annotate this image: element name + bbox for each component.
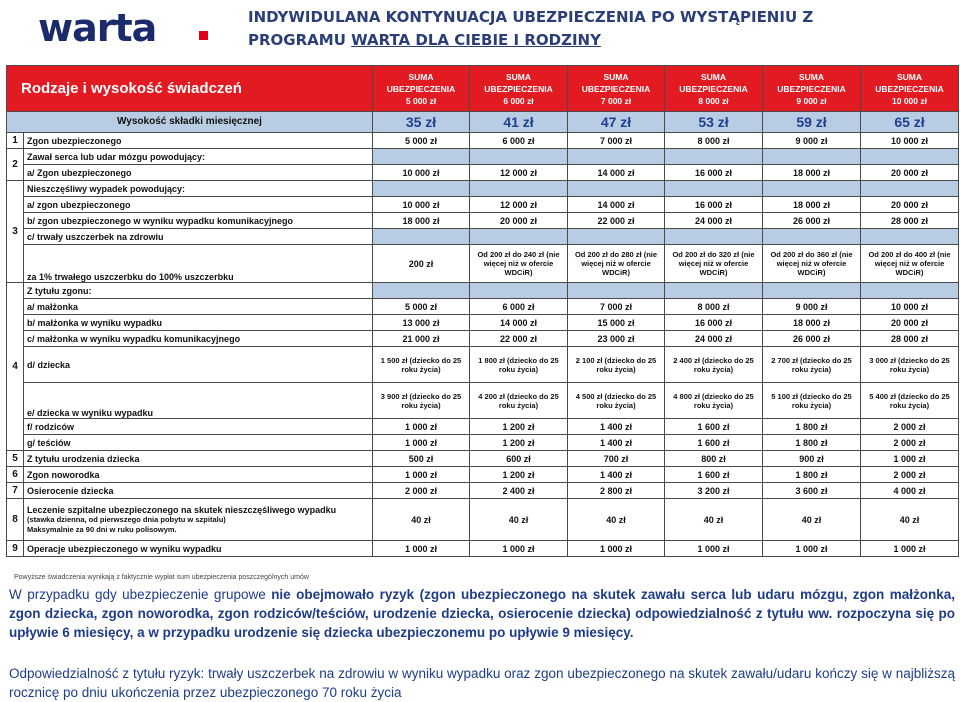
benefit-value: 40 zł bbox=[665, 499, 763, 541]
row-label bbox=[24, 419, 373, 435]
row-label bbox=[24, 197, 373, 213]
sum-header-line: UBEZPIECZENIA bbox=[484, 83, 553, 94]
benefit-value: 1 000 zł bbox=[373, 435, 470, 451]
page-title bbox=[248, 6, 898, 52]
benefit-value: 7 000 zł bbox=[568, 299, 665, 315]
benefit-value: 40 zł bbox=[861, 499, 959, 541]
empty-cell bbox=[861, 229, 959, 245]
row-label-text: c/ małżonka w wyniku wypadku komunikacyjnego bbox=[27, 333, 241, 344]
benefit-value: 1 600 zł bbox=[665, 467, 763, 483]
row-label bbox=[24, 213, 373, 229]
row-label-text: Leczenie szpitalne ubezpieczonego na skutek nieszczęśliwego wypadku bbox=[27, 504, 337, 515]
empty-cell bbox=[665, 229, 763, 245]
row-label bbox=[24, 467, 373, 483]
benefit-value: 10 000 zł bbox=[373, 165, 470, 181]
row-label-text: e/ dziecka w wyniku wypadku bbox=[27, 408, 154, 418]
sum-header-line: SUMA bbox=[897, 71, 923, 82]
benefit-value: 1 200 zł bbox=[470, 467, 568, 483]
row-label bbox=[24, 283, 373, 299]
benefit-value: 5 000 zł bbox=[373, 133, 470, 149]
benefit-value: 1 400 zł bbox=[568, 419, 665, 435]
benefit-value: 1 200 zł bbox=[470, 419, 568, 435]
empty-cell bbox=[568, 229, 665, 245]
benefit-value: 18 000 zł bbox=[373, 213, 470, 229]
benefit-value: 20 000 zł bbox=[861, 165, 959, 181]
benefit-value: 1 600 zł bbox=[665, 419, 763, 435]
empty-cell bbox=[763, 149, 861, 165]
row-label-subtext: (stawka dzienna, od pierwszego dnia pobytu w szpitalu) bbox=[27, 514, 226, 524]
benefit-value: Od 200 zł do 280 zł (nie więcej niż w ofercie WDCiR) bbox=[568, 245, 665, 283]
benefit-value: 24 000 zł bbox=[665, 331, 763, 347]
sum-header-line: 5 000 zł bbox=[405, 95, 437, 106]
empty-cell bbox=[568, 149, 665, 165]
benefit-value: 40 zł bbox=[568, 499, 665, 541]
premium-value: 35 zł bbox=[373, 112, 470, 133]
row-label bbox=[24, 133, 373, 149]
benefit-value: 1 000 zł bbox=[373, 541, 470, 557]
benefit-value: 6 000 zł bbox=[470, 299, 568, 315]
row-label-text: d/ dziecka bbox=[27, 359, 71, 370]
table-row bbox=[7, 315, 959, 331]
table-row bbox=[7, 331, 959, 347]
benefit-value: 40 zł bbox=[763, 499, 861, 541]
benefit-value: 1 000 zł bbox=[568, 541, 665, 557]
row-label-text: Zawał serca lub udar mózgu powodujący: bbox=[27, 151, 206, 162]
info-paragraph-1 bbox=[9, 585, 955, 642]
benefit-value: 16 000 zł bbox=[665, 165, 763, 181]
table-row bbox=[7, 181, 959, 197]
para-1-intro: W przypadku gdy ubezpieczenie grupowe bbox=[9, 587, 272, 602]
benefit-value: 18 000 zł bbox=[763, 197, 861, 213]
benefit-value: 2 100 zł (dziecko do 25 roku życia) bbox=[568, 347, 665, 383]
row-label bbox=[24, 451, 373, 467]
benefit-value: 15 000 zł bbox=[568, 315, 665, 331]
benefit-value: 2 400 zł (dziecko do 25 roku życia) bbox=[665, 347, 763, 383]
benefit-value: 1 000 zł bbox=[373, 419, 470, 435]
row-index: 5 bbox=[7, 451, 24, 467]
empty-cell bbox=[568, 181, 665, 197]
premium-value: 65 zł bbox=[861, 112, 959, 133]
sum-header-line: 7 000 zł bbox=[600, 95, 632, 106]
benefit-value: 4 000 zł bbox=[861, 483, 959, 499]
empty-cell bbox=[373, 181, 470, 197]
empty-cell bbox=[665, 283, 763, 299]
benefit-value: 16 000 zł bbox=[665, 197, 763, 213]
row-index: 4 bbox=[7, 283, 24, 451]
header bbox=[0, 0, 960, 62]
title-line-2a: PROGRAMU bbox=[248, 31, 352, 49]
sum-header-line: SUMA bbox=[506, 71, 532, 82]
sum-header-line: SUMA bbox=[603, 71, 629, 82]
row-label bbox=[24, 165, 373, 181]
row-label-text: Zgon ubezpieczonego bbox=[27, 135, 122, 146]
benefit-value: 14 000 zł bbox=[470, 315, 568, 331]
benefit-value: 16 000 zł bbox=[665, 315, 763, 331]
benefit-value: 3 900 zł (dziecko do 25 roku życia) bbox=[373, 383, 470, 419]
benefit-value: 22 000 zł bbox=[470, 331, 568, 347]
empty-cell bbox=[373, 229, 470, 245]
row-index: 8 bbox=[7, 499, 24, 541]
benefit-value: Od 200 zł do 320 zł (nie więcej niż w ofercie WDCiR) bbox=[665, 245, 763, 283]
table-row bbox=[7, 383, 959, 419]
benefit-value: 26 000 zł bbox=[763, 213, 861, 229]
sum-column-header bbox=[763, 66, 861, 112]
row-label bbox=[24, 483, 373, 499]
benefit-value: 13 000 zł bbox=[373, 315, 470, 331]
benefit-value: 1 800 zł bbox=[763, 435, 861, 451]
benefit-value: 28 000 zł bbox=[861, 331, 959, 347]
benefit-value: 10 000 zł bbox=[861, 133, 959, 149]
benefit-value: 500 zł bbox=[373, 451, 470, 467]
sum-column-header bbox=[665, 66, 763, 112]
benefit-value: 1 500 zł (dziecko do 25 roku życia) bbox=[373, 347, 470, 383]
row-label-text: a/ Zgon ubezpieczonego bbox=[27, 167, 132, 178]
benefit-value: 200 zł bbox=[373, 245, 470, 283]
empty-cell bbox=[470, 149, 568, 165]
empty-cell bbox=[763, 181, 861, 197]
benefit-value: 26 000 zł bbox=[763, 331, 861, 347]
benefit-value: 4 200 zł (dziecko do 25 roku życia) bbox=[470, 383, 568, 419]
benefit-value: 12 000 zł bbox=[470, 197, 568, 213]
benefit-value: 9 000 zł bbox=[763, 133, 861, 149]
info-paragraph-2: Odpowiedzialność z tytułu ryzyk: trwały uszczerbek na zdrowiu w wyniku wypadku oraz zgon ubezpieczonego na skutek zawału/udaru kończy się w najbliższą rocznicę po dniu ukończenia przez ubezpieczonego 70 roku życia bbox=[9, 666, 955, 700]
benefit-value: 8 000 zł bbox=[665, 299, 763, 315]
table-row bbox=[7, 347, 959, 383]
empty-cell bbox=[373, 149, 470, 165]
table-footnote: Powyższe świadczenia wynikają z faktycznie wypłat sum ubezpieczenia poszczególnych umów bbox=[14, 574, 309, 581]
benefit-value: 7 000 zł bbox=[568, 133, 665, 149]
row-label bbox=[24, 347, 373, 383]
sum-header-line: SUMA bbox=[799, 71, 825, 82]
table-row bbox=[7, 245, 959, 283]
empty-cell bbox=[763, 229, 861, 245]
para-1-bold: nie obejmowało ryzyk (zgon ubezpieczonego na skutek zawału serca lub udaru mózgu, zgon małżonka, zgon dziecka, zgon noworodka, zgon rodziców/teściów, urodzenie dziecka, osierocenie dziecka) odpowiedzialność z tytułu ww. rozpoczyna się po upływie 6 miesięcy, a w przypadku urodzenie się dziecka ubezpieczonemu po upływie 9 miesięcy. bbox=[9, 587, 955, 640]
benefit-value: 700 zł bbox=[568, 451, 665, 467]
table-row bbox=[7, 197, 959, 213]
table-row bbox=[7, 213, 959, 229]
premium-value: 41 zł bbox=[470, 112, 568, 133]
benefit-value: 20 000 zł bbox=[861, 197, 959, 213]
empty-cell bbox=[470, 181, 568, 197]
benefit-value: 22 000 zł bbox=[568, 213, 665, 229]
row-label-text: Z tytułu zgonu: bbox=[27, 285, 92, 296]
benefit-value: 40 zł bbox=[470, 499, 568, 541]
benefit-value: 1 800 zł (dziecko do 25 roku życia) bbox=[470, 347, 568, 383]
empty-cell bbox=[861, 181, 959, 197]
benefit-value: 28 000 zł bbox=[861, 213, 959, 229]
benefit-value: 2 000 zł bbox=[373, 483, 470, 499]
benefit-value: 1 600 zł bbox=[665, 435, 763, 451]
row-label-text: Nieszczęśliwy wypadek powodujący: bbox=[27, 183, 186, 194]
benefit-value: 6 000 zł bbox=[470, 133, 568, 149]
benefit-value: 24 000 zł bbox=[665, 213, 763, 229]
empty-cell bbox=[665, 181, 763, 197]
sum-column-header bbox=[373, 66, 470, 112]
row-label-text: Z tytułu urodzenia dziecka bbox=[27, 453, 140, 464]
row-label bbox=[24, 181, 373, 197]
benefit-value: 18 000 zł bbox=[763, 165, 861, 181]
benefit-value: 1 000 zł bbox=[763, 541, 861, 557]
benefit-value: 2 000 zł bbox=[861, 467, 959, 483]
premium-value: 47 zł bbox=[568, 112, 665, 133]
row-label-text: g/ teściów bbox=[27, 437, 71, 448]
row-index: 9 bbox=[7, 541, 24, 557]
table-row bbox=[7, 283, 959, 299]
sum-header-line: 9 000 zł bbox=[796, 95, 827, 106]
table-row bbox=[7, 435, 959, 451]
table-row bbox=[7, 165, 959, 181]
row-label-text: a/ małżonka bbox=[27, 301, 79, 312]
benefit-value: 20 000 zł bbox=[470, 213, 568, 229]
benefit-value: 600 zł bbox=[470, 451, 568, 467]
benefit-value: 800 zł bbox=[665, 451, 763, 467]
table-row bbox=[7, 299, 959, 315]
benefit-value: 23 000 zł bbox=[568, 331, 665, 347]
row-label bbox=[24, 315, 373, 331]
sum-header-line: 8 000 zł bbox=[698, 95, 729, 106]
benefit-value: 10 000 zł bbox=[373, 197, 470, 213]
sum-header-line: UBEZPIECZENIA bbox=[777, 83, 846, 94]
benefit-value: 2 400 zł bbox=[470, 483, 568, 499]
empty-cell bbox=[373, 283, 470, 299]
sum-header-line: UBEZPIECZENIA bbox=[581, 83, 651, 94]
benefit-value: 1 800 zł bbox=[763, 467, 861, 483]
benefit-value: 1 800 zł bbox=[763, 419, 861, 435]
benefit-value: 2 700 zł (dziecko do 25 roku życia) bbox=[763, 347, 861, 383]
table-row bbox=[7, 149, 959, 165]
benefit-value: 14 000 zł bbox=[568, 197, 665, 213]
table-row bbox=[7, 483, 959, 499]
benefit-value: Od 200 zł do 240 zł (nie więcej niż w ofercie WDCiR) bbox=[470, 245, 568, 283]
empty-cell bbox=[470, 283, 568, 299]
row-label bbox=[24, 245, 373, 283]
benefit-value: 1 000 zł bbox=[373, 467, 470, 483]
empty-cell bbox=[861, 283, 959, 299]
benefit-value: 1 000 zł bbox=[861, 451, 959, 467]
benefit-value: 20 000 zł bbox=[861, 315, 959, 331]
benefit-value: 5 000 zł bbox=[373, 299, 470, 315]
benefit-value: 9 000 zł bbox=[763, 299, 861, 315]
table-row bbox=[7, 451, 959, 467]
row-label-subtext: Maksymalnie za 90 dni w ruku polisowym. bbox=[27, 524, 177, 534]
table-row bbox=[7, 467, 959, 483]
benefit-value: 4 500 zł (dziecko do 25 roku życia) bbox=[568, 383, 665, 419]
benefit-value: 40 zł bbox=[373, 499, 470, 541]
sum-header-line: SUMA bbox=[701, 71, 727, 82]
row-label-text: f/ rodziców bbox=[27, 421, 74, 432]
empty-cell bbox=[568, 283, 665, 299]
table-row bbox=[7, 229, 959, 245]
benefit-value: 2 000 zł bbox=[861, 419, 959, 435]
benefit-value: 5 100 zł (dziecko do 25 roku życia) bbox=[763, 383, 861, 419]
row-label-text: Zgon noworodka bbox=[27, 469, 100, 480]
row-label-text: b/ małżonka w wyniku wypadku bbox=[27, 317, 163, 328]
row-index: 1 bbox=[7, 133, 24, 149]
benefit-value: 3 000 zł (dziecko do 25 roku życia) bbox=[861, 347, 959, 383]
row-label bbox=[24, 435, 373, 451]
row-label bbox=[24, 149, 373, 165]
row-label-text: b/ zgon ubezpieczonego w wyniku wypadku komunikacyjnego bbox=[27, 215, 294, 226]
benefit-value: 1 200 zł bbox=[470, 435, 568, 451]
benefits-table bbox=[6, 65, 959, 557]
row-label bbox=[24, 299, 373, 315]
row-label-text: Operacje ubezpieczonego w wyniku wypadku bbox=[27, 543, 222, 554]
benefit-value: 14 000 zł bbox=[568, 165, 665, 181]
benefit-value: 1 000 zł bbox=[665, 541, 763, 557]
title-line-2 bbox=[248, 29, 898, 52]
row-label bbox=[24, 499, 373, 541]
benefit-value: 1 000 zł bbox=[861, 541, 959, 557]
row-label bbox=[24, 383, 373, 419]
row-label bbox=[24, 331, 373, 347]
benefit-value: 21 000 zł bbox=[373, 331, 470, 347]
sum-column-header bbox=[861, 66, 959, 112]
benefit-value: 10 000 zł bbox=[861, 299, 959, 315]
sum-header-line: SUMA bbox=[408, 71, 434, 82]
benefit-value: 3 200 zł bbox=[665, 483, 763, 499]
row-index: 2 bbox=[7, 149, 24, 181]
premium-label: Wysokość składki miesięcznej bbox=[7, 112, 373, 133]
title-line-1: INDYWIDULANA KONTYNUACJA UBEZPIECZENIA PO WYSTĄPIENIU Z bbox=[248, 8, 814, 26]
sum-header-line: 6 000 zł bbox=[503, 95, 534, 106]
sum-header-line: UBEZPIECZENIA bbox=[875, 83, 944, 94]
benefit-value: 18 000 zł bbox=[763, 315, 861, 331]
title-program-name: WARTA DLA CIEBIE I RODZINY bbox=[351, 31, 601, 49]
benefit-value: Od 200 zł do 400 zł (nie więcej niż w ofercie WDCiR) bbox=[861, 245, 959, 283]
sum-column-header bbox=[470, 66, 568, 112]
row-label-text: Osierocenie dziecka bbox=[27, 485, 114, 496]
benefit-value: 2 800 zł bbox=[568, 483, 665, 499]
table-header-row bbox=[7, 66, 959, 112]
benefit-value: 1 400 zł bbox=[568, 467, 665, 483]
empty-cell bbox=[470, 229, 568, 245]
table-row bbox=[7, 499, 959, 541]
benefit-value: 2 000 zł bbox=[861, 435, 959, 451]
row-index: 7 bbox=[7, 483, 24, 499]
table-row bbox=[7, 541, 959, 557]
warta-logo: warta bbox=[38, 6, 157, 50]
empty-cell bbox=[861, 149, 959, 165]
table-header-label: Rodzaje i wysokość świadczeń bbox=[7, 66, 373, 112]
premium-row bbox=[7, 112, 959, 133]
row-label-text: za 1% trwałego uszczerbku do 100% uszczerbku bbox=[27, 272, 234, 282]
benefit-value: Od 200 zł do 360 zł (nie więcej niż w ofercie WDCiR) bbox=[763, 245, 861, 283]
logo-dot bbox=[199, 31, 208, 40]
row-index: 3 bbox=[7, 181, 24, 283]
sum-column-header bbox=[568, 66, 665, 112]
empty-cell bbox=[763, 283, 861, 299]
benefit-value: 1 400 zł bbox=[568, 435, 665, 451]
table-row bbox=[7, 419, 959, 435]
premium-value: 53 zł bbox=[665, 112, 763, 133]
benefit-value: 8 000 zł bbox=[665, 133, 763, 149]
table-row bbox=[7, 133, 959, 149]
benefit-value: 1 000 zł bbox=[470, 541, 568, 557]
row-index: 6 bbox=[7, 467, 24, 483]
benefit-value: 4 800 zł (dziecko do 25 roku życia) bbox=[665, 383, 763, 419]
benefit-value: 900 zł bbox=[763, 451, 861, 467]
benefit-value: 12 000 zł bbox=[470, 165, 568, 181]
sum-header-line: UBEZPIECZENIA bbox=[679, 83, 748, 94]
row-label-text: c/ trwały uszczerbek na zdrowiu bbox=[27, 231, 164, 242]
sum-header-line: UBEZPIECZENIA bbox=[386, 83, 456, 94]
premium-value: 59 zł bbox=[763, 112, 861, 133]
row-label-text: a/ zgon ubezpieczonego bbox=[27, 199, 131, 210]
benefit-value: 3 600 zł bbox=[763, 483, 861, 499]
sum-header-line: 10 000 zł bbox=[892, 95, 927, 106]
row-label bbox=[24, 541, 373, 557]
benefit-value: 5 400 zł (dziecko do 25 roku życia) bbox=[861, 383, 959, 419]
row-label bbox=[24, 229, 373, 245]
empty-cell bbox=[665, 149, 763, 165]
